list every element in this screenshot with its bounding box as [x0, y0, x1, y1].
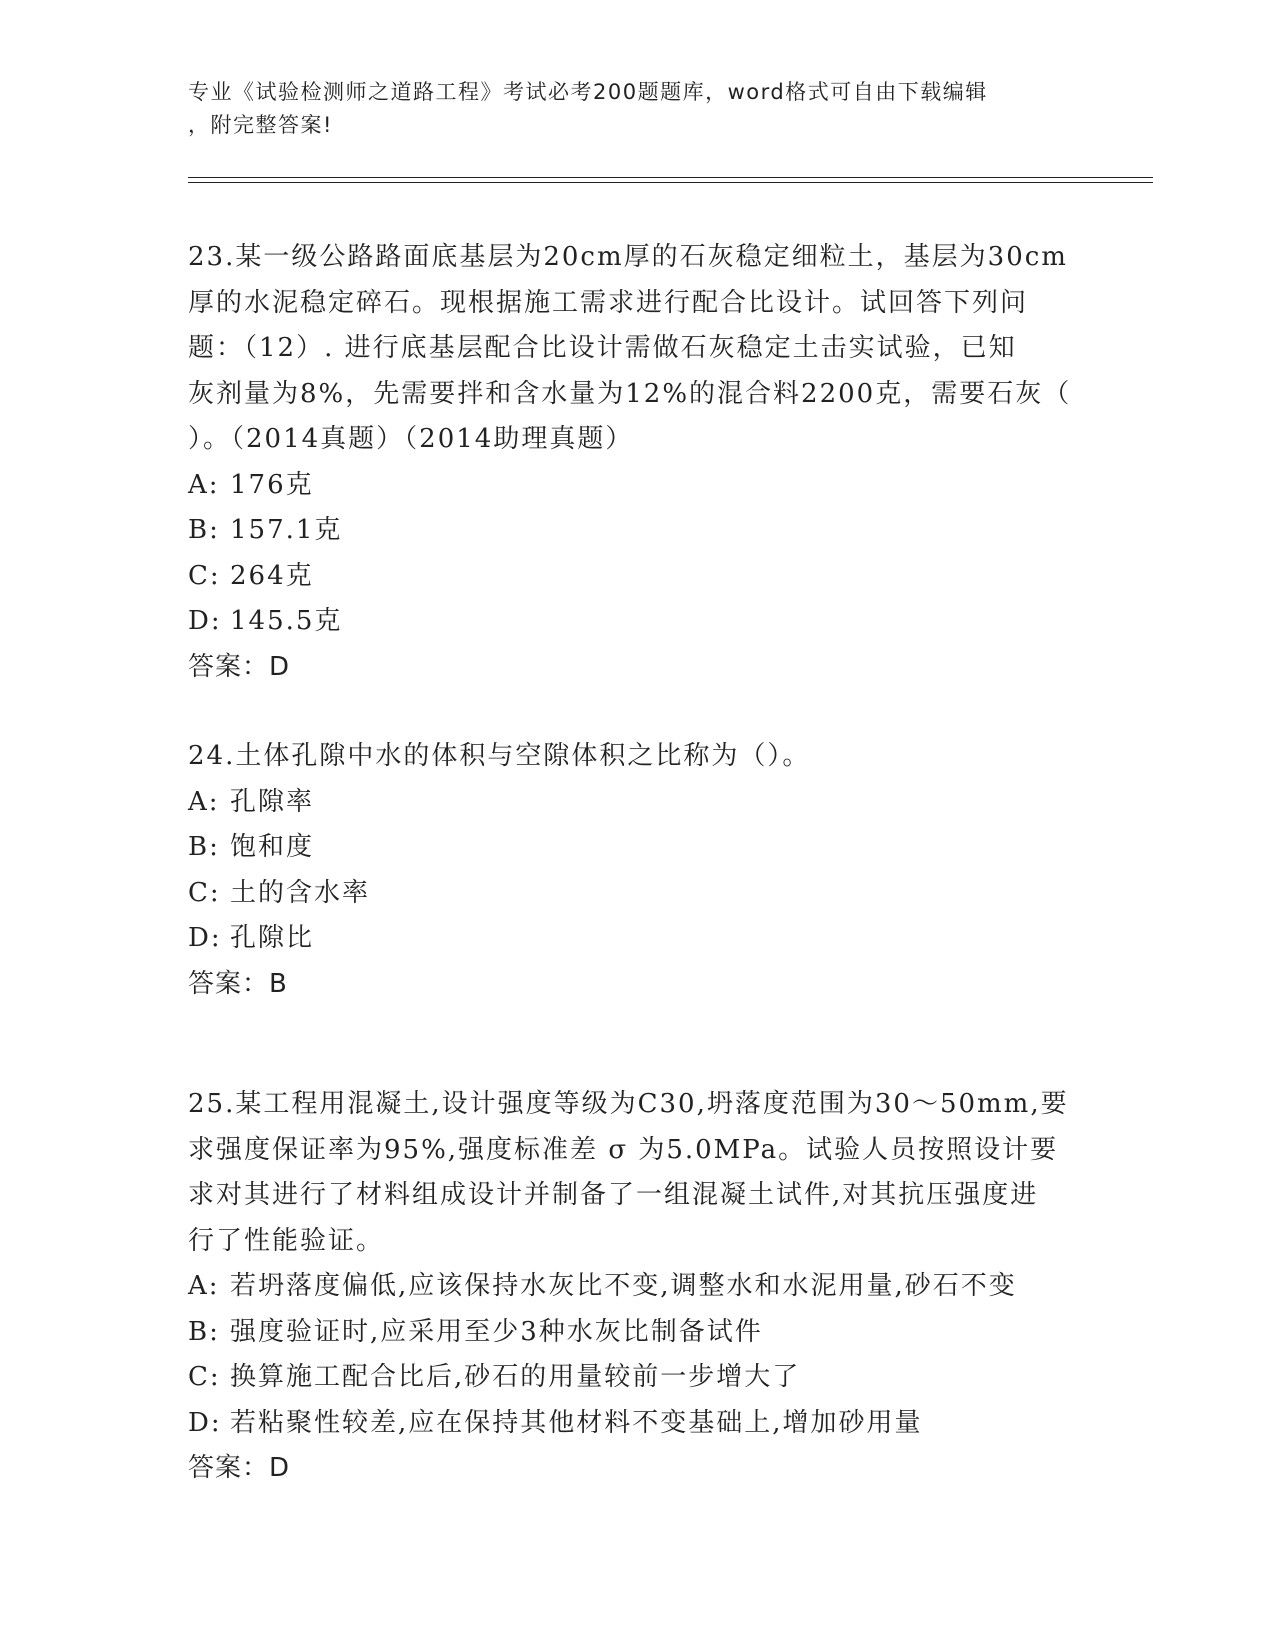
header-divider-top: [188, 177, 1153, 178]
option-letter: A:: [188, 786, 220, 817]
option-text: 若坍落度偏低,应该保持水灰比不变,调整水和水泥用量,砂石不变: [230, 1271, 1017, 1301]
option-text: 饱和度: [230, 832, 315, 862]
question-stem-line: 25.某工程用混凝土,设计强度等级为C30,坍落度范围为30～50mm,要: [188, 1089, 1069, 1119]
option-a: [188, 780, 1068, 826]
question-stem-line: 行了性能验证。: [188, 1225, 385, 1256]
question-stem-line: 24.土体孔隙中水的体积与空隙体积之比称为（）。: [188, 741, 811, 771]
option-d: [188, 916, 1068, 962]
option-text: 157.1克: [230, 515, 343, 545]
question-stem-line: 求强度保证率为95%,强度标准差 σ 为5.0MPa。试验人员按照设计要: [188, 1134, 1059, 1165]
option-d: [188, 599, 1068, 645]
option-text: 孔隙率: [230, 786, 315, 817]
option-text: 强度验证时,应采用至少3种水灰比制备试件: [230, 1316, 763, 1347]
answer-label: 答案：D: [188, 1453, 291, 1483]
option-letter: D:: [188, 606, 222, 636]
option-letter: B:: [188, 1316, 220, 1347]
question-stem-line: 23.某一级公路路面底基层为20cm厚的石灰稳定细粒土，基层为30cm: [188, 242, 1068, 272]
option-text: 土的含水率: [230, 877, 371, 908]
option-c: [188, 554, 1068, 600]
option-c: [188, 871, 1068, 917]
option-letter: C:: [188, 560, 221, 591]
question-stem-line: 求对其进行了材料组成设计并制备了一组混凝土试件,对其抗压强度进: [188, 1180, 1039, 1210]
question-stem-line: 灰剂量为8%，先需要拌和含水量为12%的混合料2200克，需要石灰（: [188, 378, 1072, 409]
answer-label: 答案：D: [188, 651, 291, 682]
option-b: [188, 1310, 1068, 1356]
option-b: [188, 825, 1068, 871]
header-divider-bottom: [188, 182, 1153, 183]
option-c: [188, 1355, 1068, 1401]
option-letter: D:: [188, 923, 222, 953]
question-stem-line: 厚的水泥稳定碎石。现根据施工需求进行配合比设计。试回答下列问: [188, 287, 1029, 318]
header-line-2: ，附完整答案!: [188, 113, 333, 137]
option-letter: A:: [188, 469, 220, 500]
header-line-1: 专业《试验检测师之道路工程》考试必考200题题库，word格式可自由下载编辑: [188, 80, 988, 104]
option-b: [188, 508, 1068, 554]
question-25: [188, 1082, 1068, 1492]
option-text: 若粘聚性较差,应在保持其他材料不变基础上,增加砂用量: [230, 1407, 923, 1438]
document-header: [188, 76, 1068, 142]
option-d: [188, 1401, 1068, 1447]
option-a: [188, 463, 1068, 509]
option-letter: B:: [188, 515, 220, 545]
option-letter: C:: [188, 1362, 221, 1392]
option-text: 176克: [230, 469, 314, 500]
question-24: [188, 734, 1068, 1007]
option-text: 孔隙比: [230, 923, 315, 953]
option-text: 145.5克: [230, 606, 343, 636]
option-letter: C:: [188, 877, 221, 908]
question-stem-line: 题：（12）. 进行底基层配合比设计需做石灰稳定土击实试验，已知: [188, 333, 1017, 363]
option-letter: D:: [188, 1407, 222, 1438]
option-text: 换算施工配合比后,砂石的用量较前一步增大了: [230, 1362, 801, 1392]
option-text: 264克: [230, 560, 314, 591]
option-letter: B:: [188, 832, 220, 862]
question-23: [188, 235, 1072, 690]
question-stem-line: ）。（2014真题）（2014助理真题）: [188, 424, 634, 454]
answer-label: 答案：B: [188, 968, 288, 999]
option-a: [188, 1264, 1068, 1310]
option-letter: A:: [188, 1271, 220, 1301]
